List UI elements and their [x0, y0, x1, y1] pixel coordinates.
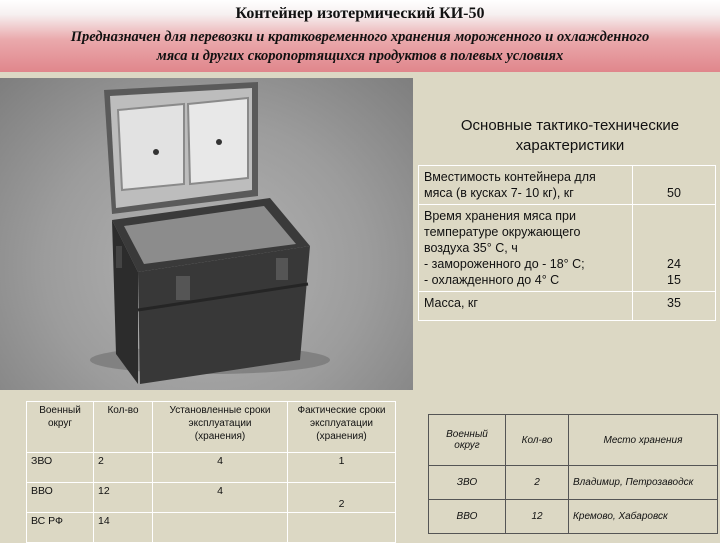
table-header-row — [27, 402, 396, 453]
page-title: Контейнер изотермический КИ-50 — [235, 5, 485, 22]
table-cell — [153, 513, 288, 543]
header-line: (хранения) — [194, 431, 246, 442]
table-cell: ЗВО — [429, 466, 506, 500]
table-cell: 12 — [94, 483, 153, 513]
spec-line: воздуха 35° С, ч — [424, 241, 518, 255]
specs-table — [418, 165, 716, 321]
spec-label — [419, 166, 633, 205]
column-header — [429, 415, 506, 466]
table-cell: 2 — [288, 483, 396, 513]
header-line: округ — [47, 418, 73, 429]
spec-label — [419, 292, 633, 321]
spec-value — [633, 292, 716, 321]
table-header-row — [429, 415, 718, 466]
storage-table-right — [428, 414, 718, 534]
column-header — [506, 415, 569, 466]
column-header — [153, 402, 288, 453]
table-cell: ЗВО — [27, 453, 94, 483]
table-row — [419, 166, 716, 205]
table-cell: 4 — [153, 453, 288, 483]
spec-line: Масса, кг — [424, 296, 478, 310]
column-header — [569, 415, 718, 466]
spec-value — [633, 166, 716, 205]
table-cell — [288, 513, 396, 543]
subtitle-line: мяса и других скоропортящихся продуктов в полевых условиях — [156, 48, 564, 64]
container-illustration — [0, 78, 413, 390]
header-line: эксплуатации — [188, 418, 252, 429]
table-row — [429, 500, 718, 534]
table-cell: 1 — [288, 453, 396, 483]
header-line: (хранения) — [316, 431, 367, 442]
specs-title-line: Основные тактико-технические — [460, 117, 680, 134]
spec-value-line: 24 — [667, 257, 681, 271]
header-line: Кол-во — [107, 405, 139, 416]
table-cell: Владимир, Петрозаводск — [569, 466, 718, 500]
table-row — [419, 292, 716, 321]
header-line: Военный — [446, 429, 488, 440]
spec-line: - замороженного до - 18° С; — [424, 257, 585, 271]
column-header — [288, 402, 396, 453]
table-cell: ВВО — [429, 500, 506, 534]
header-line: Место хранения — [603, 434, 683, 446]
spec-line: Вместимость контейнера для — [424, 170, 596, 184]
column-header — [94, 402, 153, 453]
spec-line: - охлажденного до 4° С — [424, 273, 560, 287]
table-cell: ВС РФ — [27, 513, 94, 543]
table-row — [27, 483, 396, 513]
header-line: округ — [454, 440, 480, 451]
column-header — [27, 402, 94, 453]
table-row — [419, 205, 716, 292]
spec-value-line: 50 — [667, 186, 681, 200]
spec-line: мяса (в кусках 7- 10 кг), кг — [424, 186, 574, 200]
spec-line: температуре окружающего — [424, 225, 581, 239]
table-row — [27, 513, 396, 543]
page-subtitle — [6, 28, 714, 66]
table-cell: Кремово, Хабаровск — [569, 500, 718, 534]
spec-label — [419, 205, 633, 292]
table-cell: ВВО — [27, 483, 94, 513]
specs-title-line: характеристики — [515, 137, 625, 154]
header-line: эксплуатации — [310, 418, 373, 429]
spec-line: Время хранения мяса при — [424, 209, 576, 223]
table-cell: 2 — [506, 466, 569, 500]
spec-value — [633, 205, 716, 292]
header-line: Военный — [39, 405, 81, 416]
table-cell: 4 — [153, 483, 288, 513]
table-cell: 12 — [506, 500, 569, 534]
usage-table-left — [26, 401, 396, 543]
table-row — [429, 466, 718, 500]
header-line: Кол-во — [521, 434, 553, 446]
table-cell: 2 — [94, 453, 153, 483]
table-row — [27, 453, 396, 483]
spec-value-line: 35 — [667, 296, 681, 310]
header — [0, 0, 720, 72]
spec-value-line: 15 — [667, 273, 681, 287]
container-photo — [0, 78, 413, 390]
subtitle-line: Предназначен для перевозки и кратковременного хранения мороженного и охлажденного — [70, 29, 650, 45]
specs-title — [420, 116, 720, 156]
table-cell: 14 — [94, 513, 153, 543]
header-line: Установленные сроки — [169, 405, 271, 416]
header-line: Фактические сроки — [297, 405, 386, 416]
